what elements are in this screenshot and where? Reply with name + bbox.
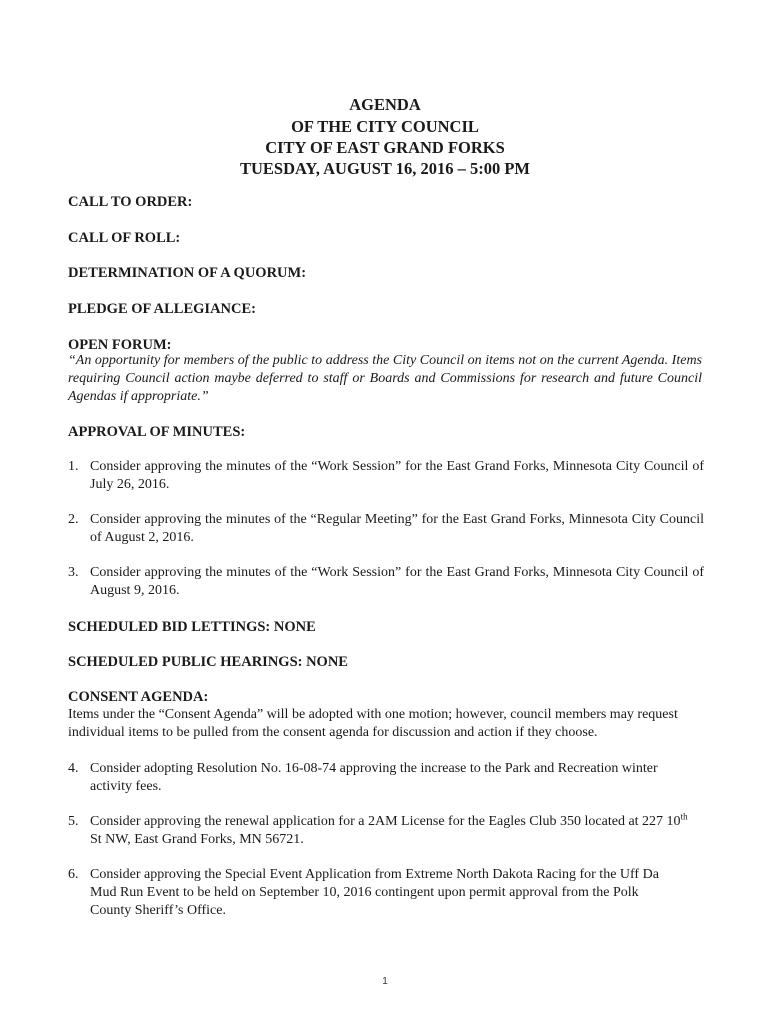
heading-public-hearings: SCHEDULED PUBLIC HEARINGS: NONE bbox=[68, 654, 348, 670]
heading-open-forum: OPEN FORUM: bbox=[68, 337, 172, 353]
heading-bid-lettings: SCHEDULED BID LETTINGS: NONE bbox=[68, 619, 316, 635]
agenda-item-number: 6. bbox=[68, 867, 79, 882]
agenda-item-text: Consider approving the Special Event Application from Extreme North Dakota Racing for the Uff Da Mud Run Event to be held on September 10, 2016 contingent upon permit approval from the Polk County Sheriff’s Office. bbox=[90, 867, 659, 918]
ordinal-suffix: th bbox=[680, 811, 688, 822]
agenda-item-number: 3. bbox=[68, 565, 79, 580]
consent-agenda-description: Items under the “Consent Agenda” will be adopted with one motion; however, council members may request individual items to be pulled from the consent agenda for discussion and action if they choose. bbox=[68, 707, 678, 740]
meeting-date: TUESDAY, AUGUST 16, 2016 – 5:00 PM bbox=[239, 159, 531, 178]
heading-call-of-roll: CALL OF ROLL: bbox=[68, 230, 181, 246]
heading-quorum: DETERMINATION OF A QUORUM: bbox=[68, 265, 307, 281]
heading-consent-agenda: CONSENT AGENDA: bbox=[68, 689, 209, 705]
agenda-item-text: Consider approving the minutes of the “Work Session” for the East Grand Forks, Minnesota City Council of July 26, 2016. bbox=[90, 459, 704, 492]
agenda-item-number: 4. bbox=[68, 761, 79, 776]
open-forum-description: “An opportunity for members of the public to address the City Council on items not on the current Agenda. Items requiring Council action maybe deferred to staff or Boards and Commissions for research and future Council Agendas if appropriate.” bbox=[68, 353, 702, 404]
agenda-item-number: 2. bbox=[68, 512, 79, 527]
agenda-item-text: Consider adopting Resolution No. 16-08-74 approving the increase to the Park and Recreation winter activity fees. bbox=[90, 761, 658, 794]
agenda-item-number: 1. bbox=[68, 459, 79, 474]
agenda-title: AGENDA bbox=[349, 95, 421, 114]
agenda-subtitle-city: CITY OF EAST GRAND FORKS bbox=[265, 138, 505, 157]
agenda-item-text: Consider approving the minutes of the “Work Session” for the East Grand Forks, Minnesota City Council of August 9, 2016. bbox=[90, 565, 704, 598]
agenda-item-text bbox=[90, 813, 688, 849]
agenda-item-text: Consider approving the minutes of the “Regular Meeting” for the East Grand Forks, Minnesota City Council of August 2, 2016. bbox=[90, 512, 704, 545]
heading-approval-of-minutes: APPROVAL OF MINUTES: bbox=[68, 424, 246, 440]
agenda-item-text-part: Consider approving the renewal application for a 2AM License for the Eagles Club 350 located at 227 10 bbox=[90, 814, 681, 829]
agenda-item-number: 5. bbox=[68, 814, 79, 829]
page-number: 1 bbox=[382, 976, 388, 987]
agenda-item-text-part: St NW, East Grand Forks, MN 56721. bbox=[90, 832, 304, 847]
agenda-subtitle-council: OF THE CITY COUNCIL bbox=[291, 117, 479, 136]
heading-pledge: PLEDGE OF ALLEGIANCE: bbox=[68, 301, 256, 317]
heading-call-to-order: CALL TO ORDER: bbox=[68, 194, 193, 210]
